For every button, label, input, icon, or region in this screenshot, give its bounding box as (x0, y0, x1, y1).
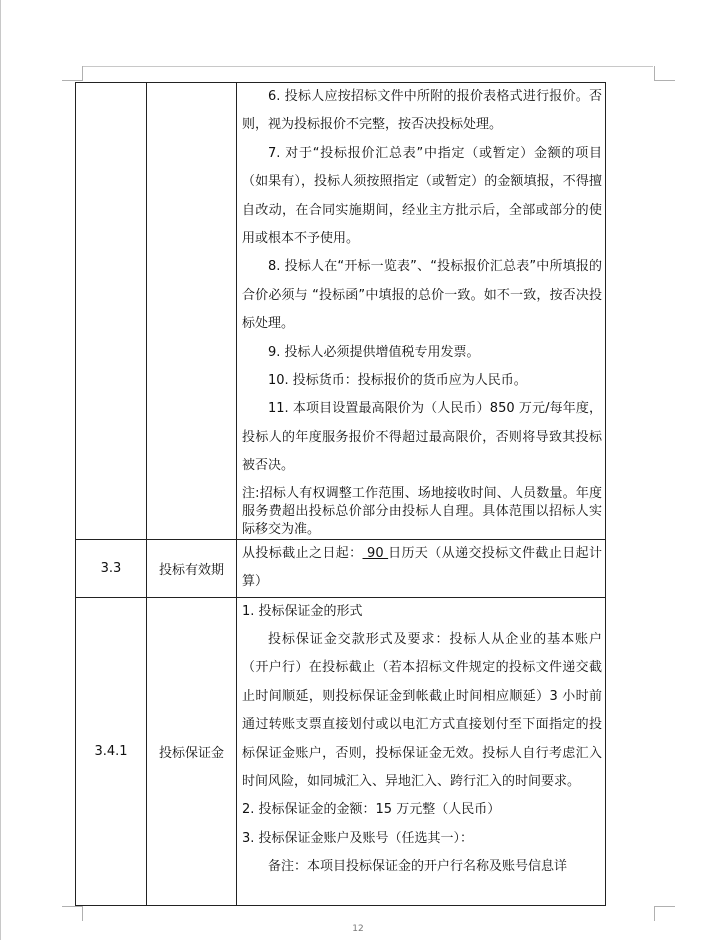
bond-remark: 备注：本项目投标保证金的开户行名称及账号信息详 (268, 859, 568, 875)
price-clause-6: 6. 投标人应按招标文件中所附的报价表格式进行报价。否则，视为投标报价不完整，按否决投标处理。 (242, 89, 602, 133)
price-clause-7: 7. 对于“投标报价汇总表”中指定（或暂定）金额的项目（如果有），投标人须按照指定（或暂定）的金额填报，不得擅自改动，在合同实施期间，经业主方批示后，全部或部分的使用或根本不予使用。 (242, 145, 602, 247)
table-row-continued (76, 83, 606, 540)
bond-amount: 2. 投标保证金的金额：15 万元整（人民币） (242, 802, 501, 818)
row-number-cell (76, 83, 147, 540)
row-content-cell (237, 597, 606, 905)
validity-days-value: 90 (362, 545, 389, 561)
page-border-left (0, 0, 1, 940)
scope-note: 注:招标人有权调整工作范围、场地接收时间、人员数量。年度服务费超出投标总价部分由投标人自理。具体范围以招标人实际移交为准。 (242, 485, 602, 537)
table-row-bond (76, 597, 606, 905)
row-label-cell: 投标保证金 (147, 597, 237, 905)
row-label-cell (147, 83, 237, 540)
corner-mark-top-right (654, 66, 675, 81)
validity-text-before: 从投标截止之日起： (242, 545, 363, 561)
row-number-cell: 3.4.1 (76, 597, 147, 905)
bond-form-body: 投标保证金交款形式及要求：投标人从企业的基本账户（开户行）在投标截止（若本招标文件规定的投标文件递交截止时间顺延，则投标保证金到帐截止时间相应顺延）3 小时前通过转账支票直接划付或以电汇方式直接划付至下面指定的投标保证金账户，否则，投标保证金无效。投标人自行考虑汇入时间风险，如同城汇入、异地汇入、跨行汇入的时间要求。 (242, 631, 602, 789)
price-clause-9: 9. 投标人必须提供增值税专用发票。 (268, 344, 480, 360)
price-clause-10: 10. 投标货币：投标报价的货币应为人民币。 (268, 373, 527, 389)
price-clause-11: 11. 本项目设置最高限价为（人民币）850 万元/每年度，投标人的年度服务报价不得超过最高限价，否则将导致其投标被否决。 (242, 401, 602, 474)
corner-mark-bottom-right (654, 906, 675, 921)
bid-requirements-table (75, 82, 606, 906)
row-number-cell: 3.3 (76, 539, 147, 597)
page-number: 12 (352, 924, 364, 934)
bond-account-heading: 3. 投标保证金账户及账号（任选其一）： (242, 830, 474, 846)
row-content-cell (237, 83, 606, 540)
row-label-cell: 投标有效期 (147, 539, 237, 597)
price-clause-8: 8. 投标人在“开标一览表”、“投标报价汇总表”中所填报的合价必须与 “投标函”中填报的总价一致。如不一致，按否决投标处理。 (242, 259, 602, 332)
row-content-cell (237, 539, 606, 597)
corner-mark-bottom-left (62, 906, 83, 921)
validity-text-after: 日历天（从递交投标文件截止日起计算） (242, 545, 602, 590)
header-rule (83, 66, 653, 67)
bond-form-heading: 1. 投标保证金的形式 (242, 603, 363, 619)
corner-mark-top-left (62, 66, 83, 81)
table-row-validity (76, 539, 606, 597)
